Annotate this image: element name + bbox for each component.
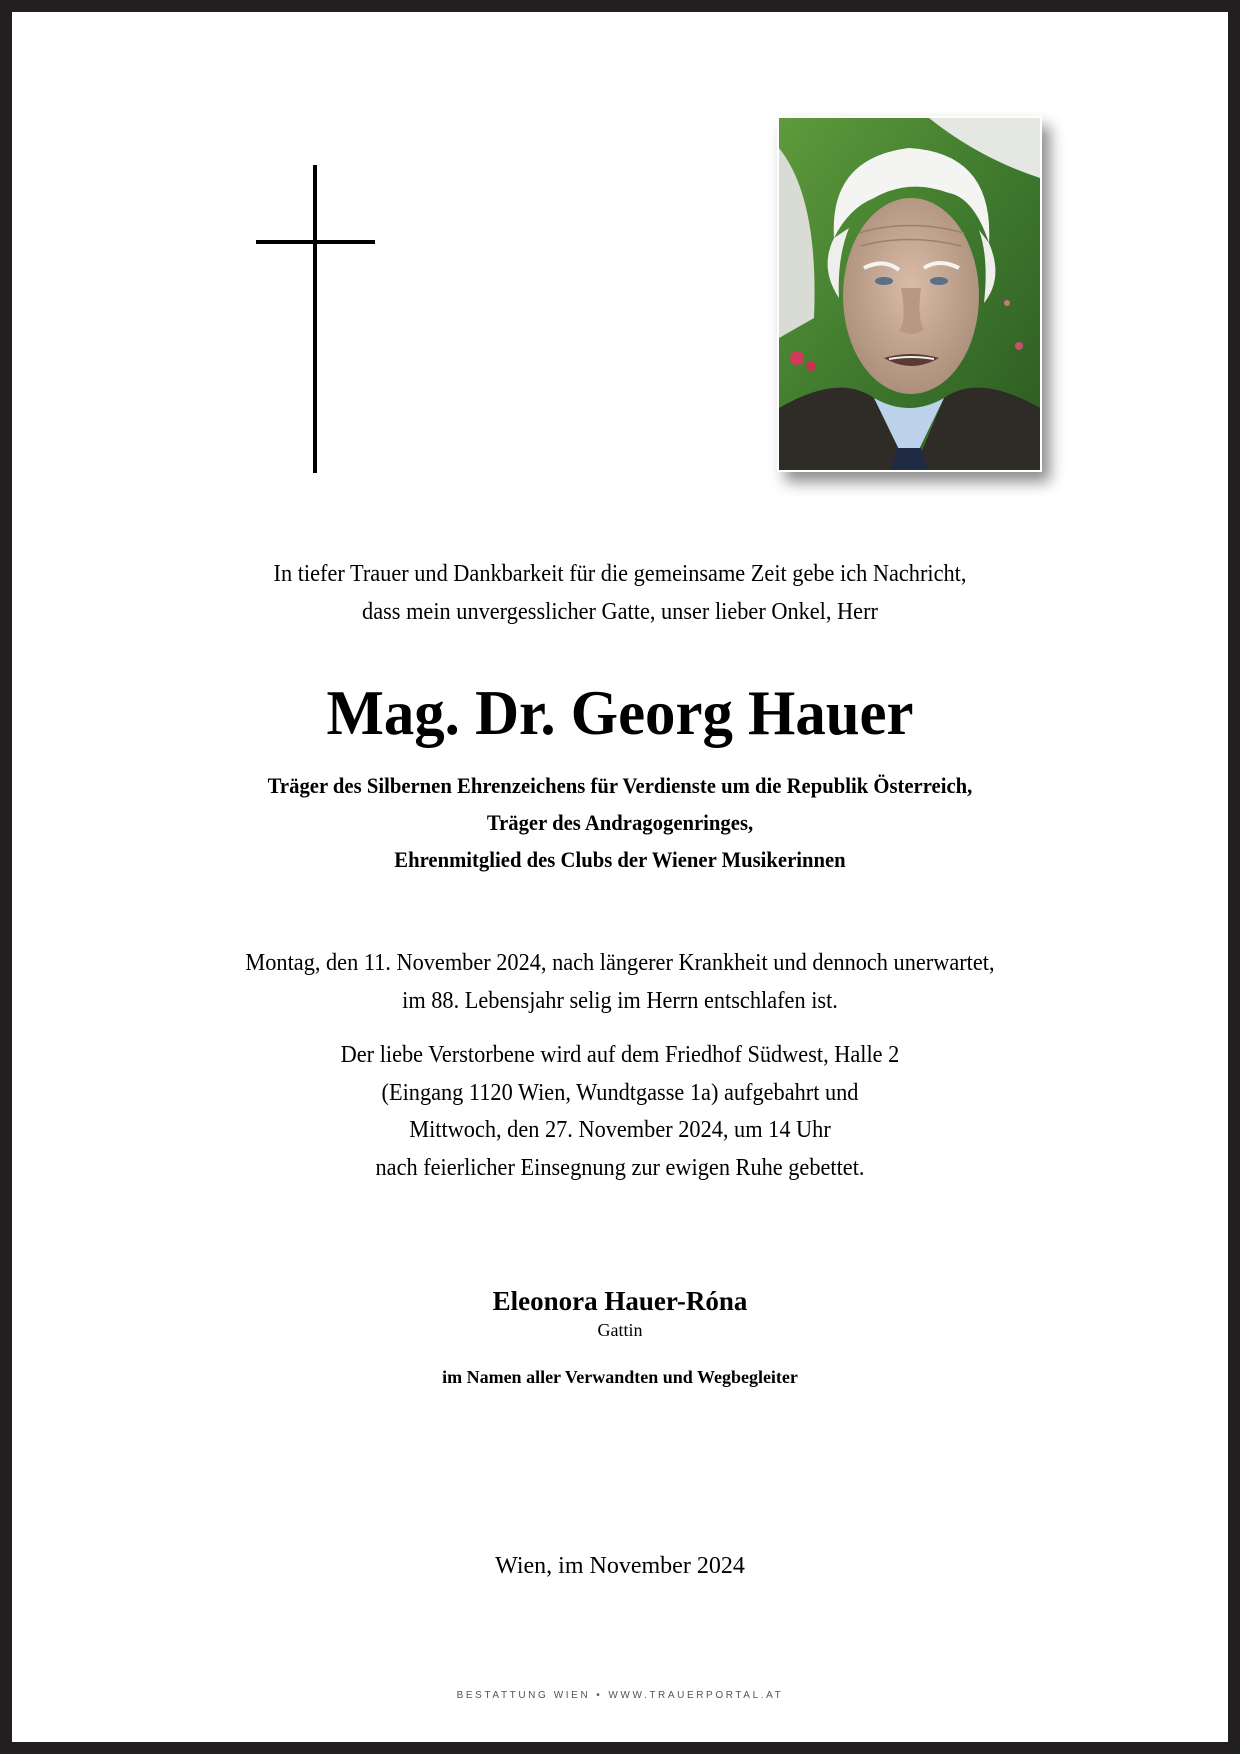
funeral-line-2: (Eingang 1120 Wien, Wundtgasse 1a) aufgebahrt und <box>381 1080 859 1106</box>
deceased-name: Mag. Dr. Georg Hauer <box>326 677 914 748</box>
honor-line-2: Träger des Andragogenringes, <box>486 810 754 835</box>
footer <box>12 1691 1228 1701</box>
intro-line-1: In tiefer Trauer und Dankbarkeit für die gemeinsame Zeit gebe ich Nachricht, <box>273 561 967 587</box>
signatory-name: Eleonora Hauer-Róna <box>492 1286 748 1316</box>
funeral-line-3: Mittwoch, den 27. November 2024, um 14 Uhr <box>409 1117 831 1143</box>
death-notice-line-1: Montag, den 11. November 2024, nach längerer Krankheit und dennoch unerwartet, <box>245 950 995 976</box>
cross-vertical-bar <box>313 165 317 473</box>
obituary-sheet <box>12 12 1228 1742</box>
death-notice-line-2: im 88. Lebensjahr selig im Herrn entschlafen ist. <box>402 988 838 1014</box>
portrait-image <box>779 118 1040 470</box>
footer-separator: • <box>596 1690 603 1701</box>
footer-website-link[interactable]: WWW.TRAUERPORTAL.AT <box>608 1690 784 1701</box>
portrait-photo <box>777 116 1042 472</box>
funeral-line-1: Der liebe Verstorbene wird auf dem Friedhof Südwest, Halle 2 <box>340 1042 900 1068</box>
intro-line-2: dass mein unvergesslicher Gatte, unser lieber Onkel, Herr <box>362 599 878 625</box>
funeral-line-4: nach feierlicher Einsegnung zur ewigen Ruhe gebettet. <box>375 1155 865 1181</box>
signatory-note: im Namen aller Verwandten und Wegbegleiter <box>442 1367 798 1387</box>
signatory-role: Gattin <box>597 1320 643 1340</box>
honor-line-3: Ehrenmitglied des Clubs der Wiener Musikerinnen <box>394 847 846 872</box>
cross-horizontal-bar <box>256 240 375 244</box>
footer-company: BESTATTUNG WIEN <box>456 1690 591 1701</box>
honor-line-1: Träger des Silbernen Ehrenzeichens für Verdienste um die Republik Österreich, <box>267 773 973 798</box>
place-date: Wien, im November 2024 <box>495 1553 745 1579</box>
